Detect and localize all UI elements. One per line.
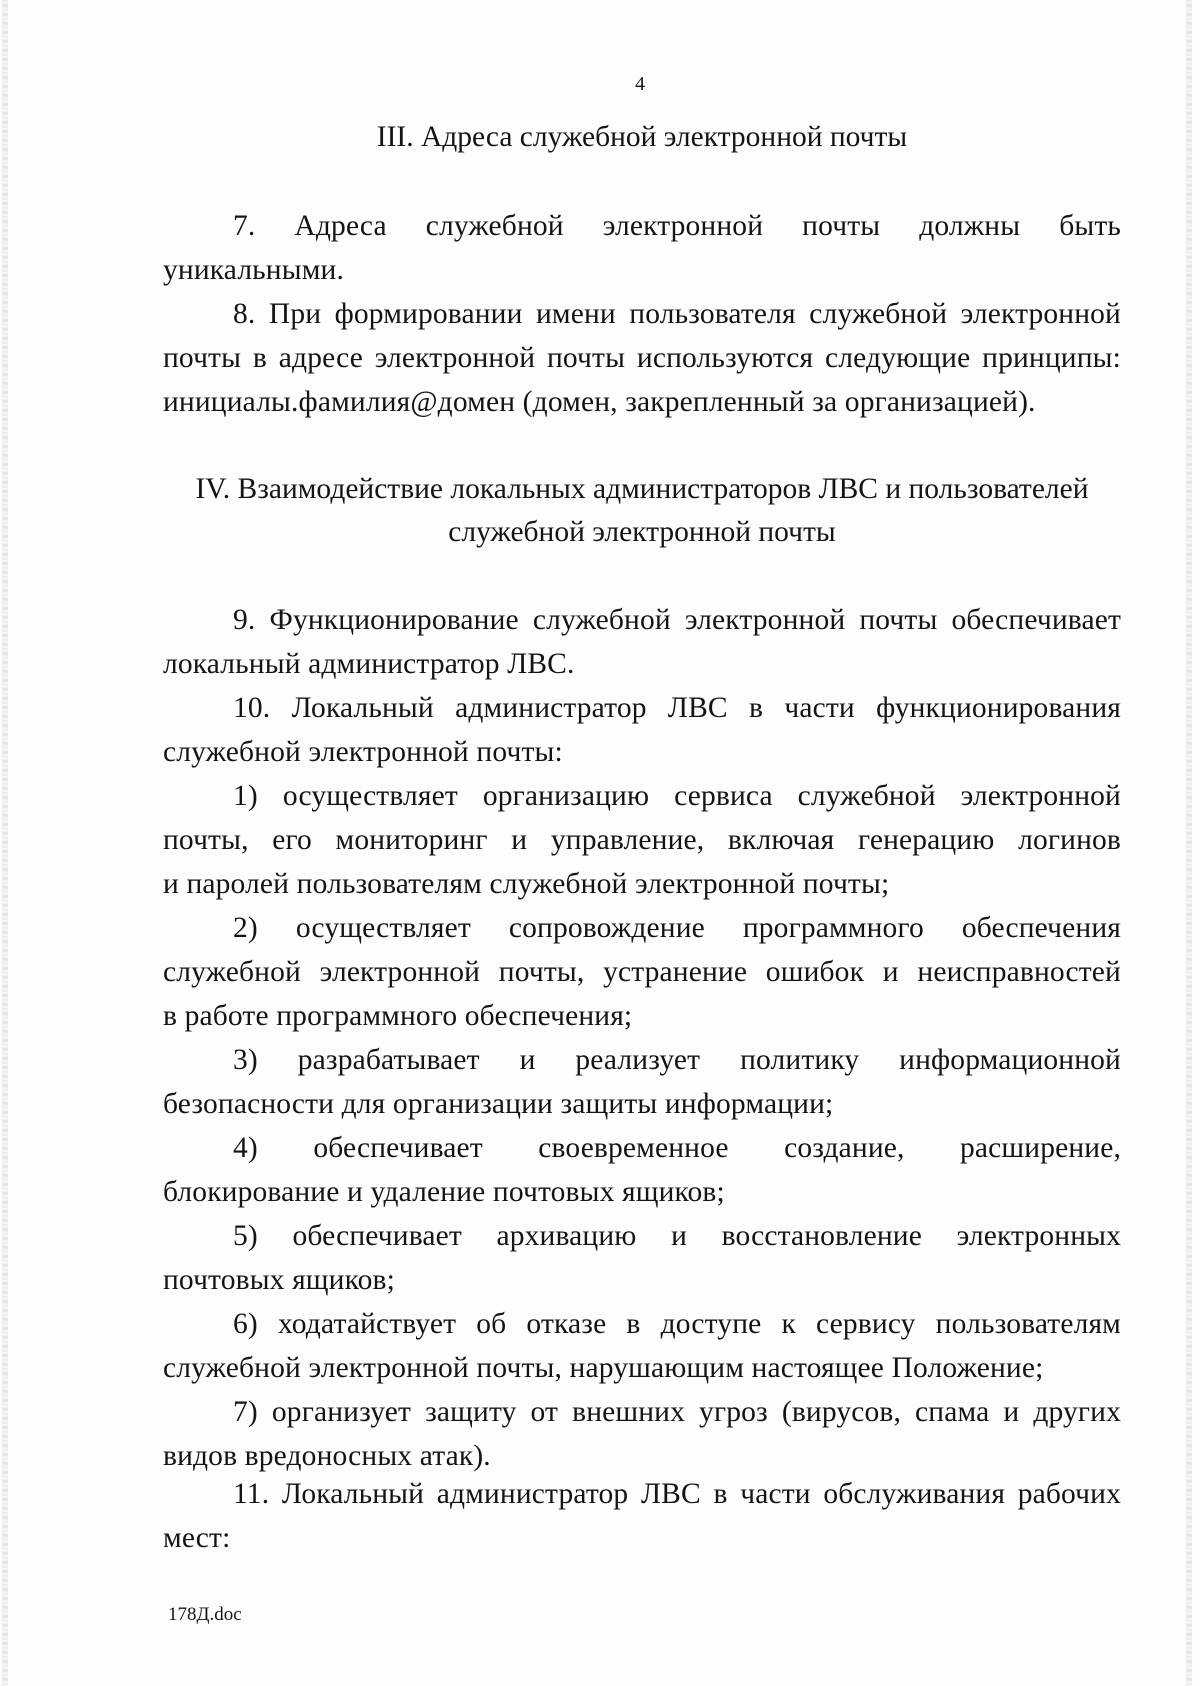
paragraph-9 [163, 598, 1121, 686]
paragraph-11 [163, 1472, 1121, 1560]
paragraph-7 [163, 204, 1121, 292]
list-item-3 [163, 1038, 1121, 1126]
paragraph-9-line-2: локальный администратор ЛВС. [163, 648, 575, 680]
list-item-6-line-1: 6) ходатайствует об отказе в доступе к сервису пользователям [233, 1308, 1121, 1340]
paragraph-11-line-2: мест: [163, 1522, 231, 1554]
list-item-2-line-2: служебной электронной почты, устранение ошибок и неисправностей [163, 956, 1121, 988]
list-item-1-line-3: и паролей пользователям служебной электронной почты; [163, 868, 890, 900]
list-item-2-line-3: в работе программного обеспечения; [163, 1000, 633, 1032]
paragraph-10 [163, 686, 1121, 774]
paragraph-7-line-1: 7. Адреса служебной электронной почты должны быть [233, 210, 1121, 242]
list-item-5-line-2: почтовых ящиков; [163, 1264, 395, 1296]
list-item-7-line-2: видов вредоносных атак). [163, 1440, 491, 1472]
paragraph-8 [163, 292, 1121, 424]
list-item-6-line-2: служебной электронной почты, нарушающим настоящее Положение; [163, 1352, 1044, 1384]
paragraph-8-line-3: инициалы.фамилия@домен (домен, закрепленный за организацией). [163, 386, 1036, 418]
list-item-7 [163, 1390, 1121, 1478]
list-item-1-line-2: почты, его мониторинг и управление, включая генерацию логинов [163, 824, 1121, 856]
scan-edge-right [1186, 0, 1192, 1686]
list-item-2 [163, 906, 1121, 1038]
list-item-5-line-1: 5) обеспечивает архивацию и восстановление электронных [233, 1220, 1121, 1252]
list-item-4 [163, 1126, 1121, 1214]
list-item-7-line-1: 7) организует защиту от внешних угроз (вирусов, спама и других [233, 1396, 1121, 1428]
list-item-1 [163, 774, 1121, 906]
list-item-3-line-2: безопасности для организации защиты информации; [163, 1088, 834, 1120]
list-item-2-line-1: 2) осуществляет сопровождение программного обеспечения [233, 912, 1121, 944]
section-4-heading-line-2: служебной электронной почты [448, 516, 836, 548]
list-item-1-line-1: 1) осуществляет организацию сервиса служебной электронной [233, 780, 1121, 812]
page-number: 4 [635, 73, 645, 95]
section-3-heading: III. Адреса служебной электронной почты [376, 121, 908, 153]
footer-filename: 178Д.doc [168, 1604, 242, 1625]
paragraph-11-line-1: 11. Локальный администратор ЛВС в части обслуживания рабочих [233, 1478, 1121, 1510]
paragraph-10-line-2: служебной электронной почты: [163, 736, 563, 768]
section-4-heading [163, 468, 1121, 554]
paragraph-8-line-2: почты в адресе электронной почты используются следующие принципы: [163, 342, 1121, 374]
list-item-3-line-1: 3) разрабатывает и реализует политику информационной [233, 1044, 1121, 1076]
scan-edge-left [2, 0, 8, 1686]
paragraph-10-line-1: 10. Локальный администратор ЛВС в части функционирования [233, 692, 1121, 724]
paragraph-7-line-2: уникальными. [163, 254, 344, 286]
section-4-heading-line-1: IV. Взаимодействие локальных администраторов ЛВС и пользователей [195, 473, 1089, 505]
list-item-4-line-2: блокирование и удаление почтовых ящиков; [163, 1176, 725, 1208]
paragraph-8-line-1: 8. При формировании имени пользователя служебной электронной [233, 298, 1121, 330]
list-item-5 [163, 1214, 1121, 1302]
paragraph-9-line-1: 9. Функционирование служебной электронной почты обеспечивает [233, 604, 1121, 636]
list-item-6 [163, 1302, 1121, 1390]
list-item-4-line-1: 4) обеспечивает своевременное создание, расширение, [233, 1132, 1121, 1164]
